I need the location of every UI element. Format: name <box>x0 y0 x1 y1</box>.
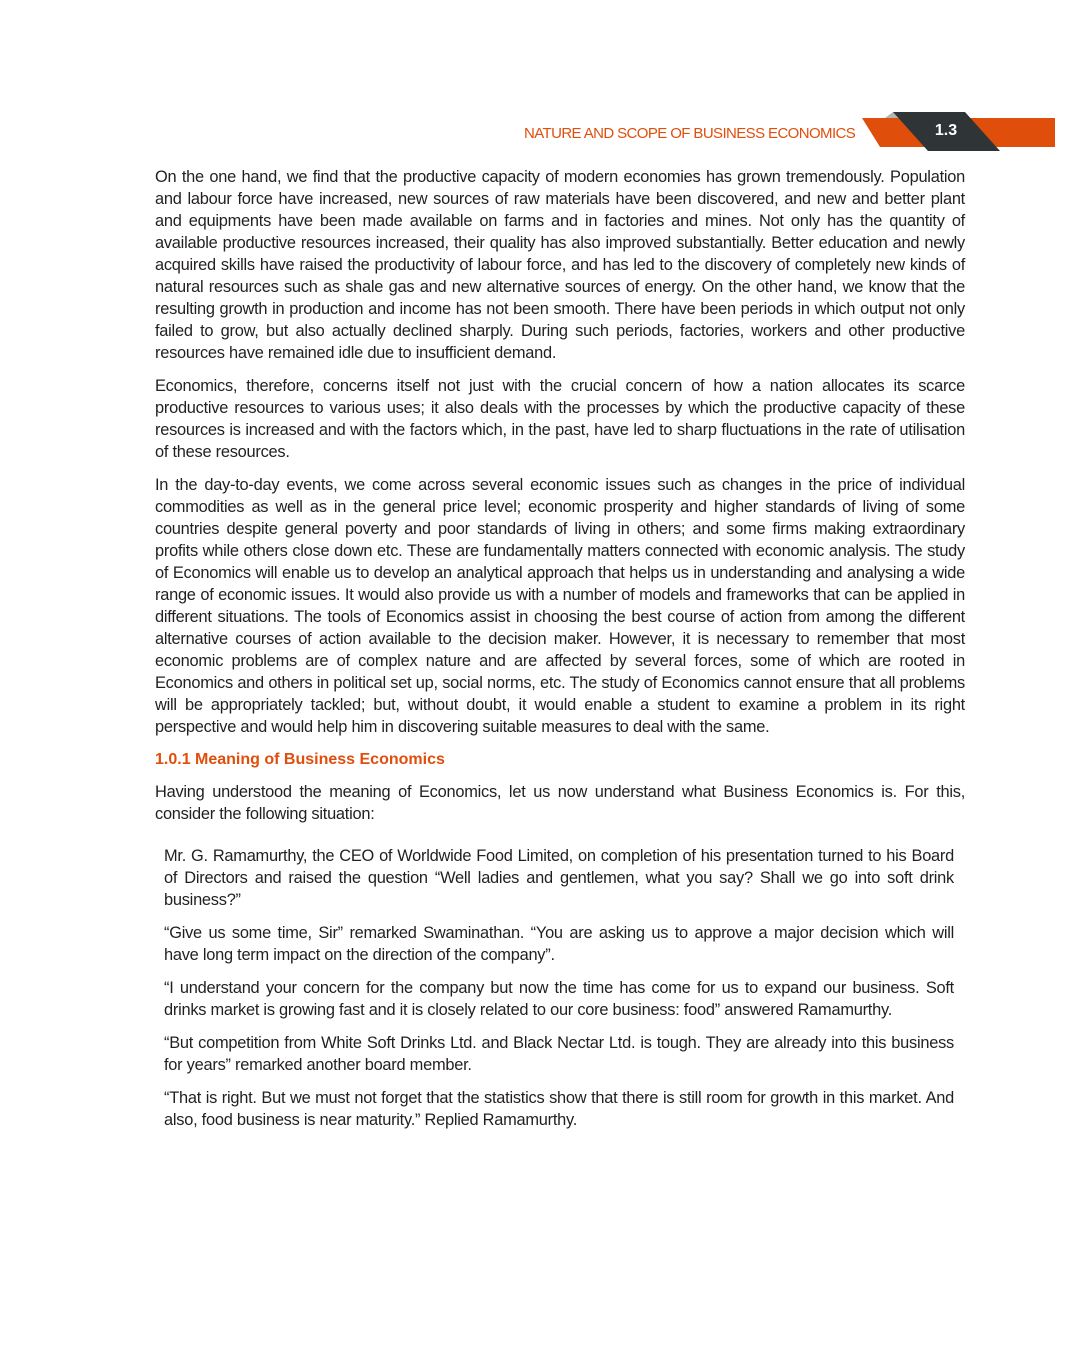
paragraph: Economics, therefore, concerns itself not just with the crucial concern of how a nation allocates its scarce productive resources to various uses; it also deals with the processes by which the productive capacity of these resources is increased and with the factors which, in the past, have led to sharp fluctuations in the rate of utilisation of these resources. <box>155 377 965 461</box>
dialogue-paragraph: Mr. G. Ramamurthy, the CEO of Worldwide Food Limited, on completion of his presentation turned to his Board of Directors and raised the question “Well ladies and gentlemen, what you say? Shall we go into soft drink business?” <box>164 847 954 909</box>
dialogue-paragraph: “I understand your concern for the company but now the time has come for us to expand our business. Soft drinks market is growing fast and it is closely related to our core business: food” answered Ramamurthy. <box>164 979 954 1019</box>
section-intro: Having understood the meaning of Economics, let us now understand what Business Economics is. For this, consider the following situation: <box>155 783 965 823</box>
paragraph: In the day-to-day events, we come across several economic issues such as changes in the price of individual commodities as well as in the general price level; economic prosperity and higher standards of living of some countries despite general poverty and poor standards of living in others; and some firms making extraordinary profits while others close down etc. These are fundamentally matters connected with economic analysis. The study of Economics will enable us to develop an analytical approach that helps us in understanding and analysing a wide range of economic issues. It would also provide us with a number of models and frameworks that can be applied in different situations. The tools of Economics assist in choosing the best course of action from among the different alternative courses of action available to the decision maker. However, it is necessary to remember that most economic problems are of complex nature and are affected by several forces, some of which are rooted in Economics and others in political set up, social norms, etc. The study of Economics cannot ensure that all problems will be appropriately tackled; but, without doubt, it would enable a student to examine a problem in its right perspective and would help him in discovering suitable measures to deal with the same. <box>155 476 965 736</box>
paragraph: On the one hand, we find that the productive capacity of modern economies has grown tremendously. Population and labour force have increased, new sources of raw materials have been discovered, and new and better plant and equipments have been made available on farms and in factories and mines. Not only has the quantity of available productive resources increased, their quality has also improved substantially. Better education and newly acquired skills have raised the productivity of labour force, and has led to the discovery of completely new kinds of natural resources such as shale gas and new alternative sources of energy. On the other hand, we know that the resulting growth in production and income has not been smooth. There have been periods in which output not only failed to grow, but also actually declined sharply. During such periods, factories, workers and other productive resources have remained idle due to insufficient demand. <box>155 168 965 362</box>
dialogue-paragraph: “But competition from White Soft Drinks Ltd. and Black Nectar Ltd. is tough. They are already into this business for years” remarked another board member. <box>164 1034 954 1074</box>
page-number: 1.3 <box>934 122 958 139</box>
dialogue-paragraph: “That is right. But we must not forget that the statistics show that there is still room for growth in this market. And also, food business is near maturity.” Replied Ramamurthy. <box>164 1089 954 1129</box>
section-heading: 1.0.1 Meaning of Business Economics <box>155 751 445 768</box>
dialogue-paragraph: “Give us some time, Sir” remarked Swaminathan. “You are asking us to approve a major decision which will have long term impact on the direction of the company”. <box>164 924 954 964</box>
running-header: NATURE AND SCOPE OF BUSINESS ECONOMICS <box>524 125 856 142</box>
dialogue-block <box>164 845 954 1131</box>
page-body <box>155 166 965 1142</box>
